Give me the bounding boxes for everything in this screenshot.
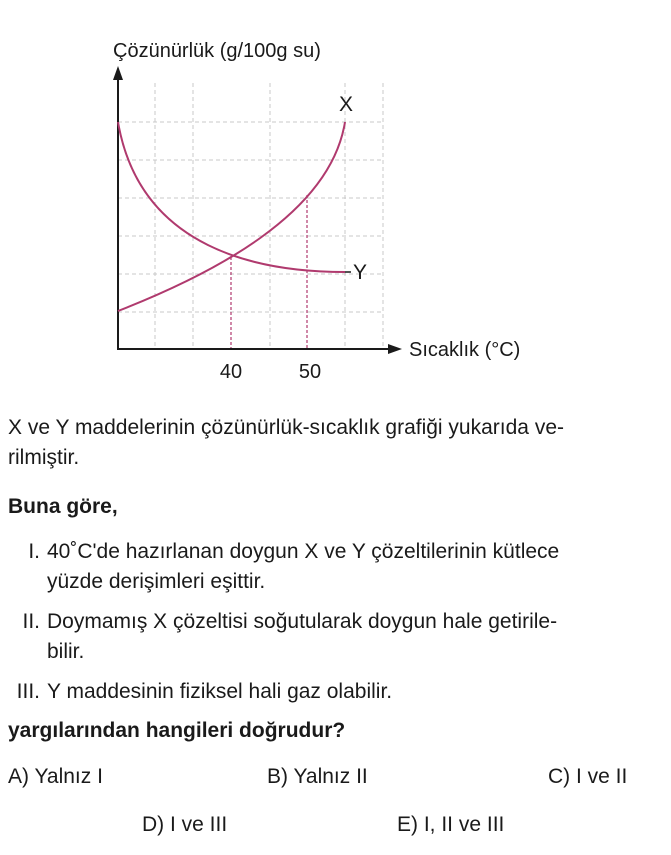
series-y-curve [118,122,345,272]
question-stem-line1: X ve Y maddelerinin çözünürlük-sıcaklık grafiği yukarıda ve- [8,416,564,439]
x-tick-40: 40 [219,361,243,383]
question-lead: Buna göre, [8,495,118,518]
series-x-label: X [338,93,354,116]
question-ask: yargılarından hangileri doğrudur? [8,719,346,742]
option-c[interactable]: C) I ve II [548,765,628,788]
question-stem [8,413,658,473]
option-b[interactable]: B) Yalnız II [267,765,368,788]
statement-3 [47,677,657,707]
option-e[interactable]: E) I, II ve III [397,813,505,836]
y-axis-arrow [113,66,123,80]
statement-1 [47,537,657,597]
solubility-temperature-chart [0,0,671,400]
option-a[interactable]: A) Yalnız I [8,765,103,788]
option-d[interactable]: D) I ve III [142,813,228,836]
question-stem-line2: rilmiştir. [8,446,80,469]
chart-grid [118,83,383,348]
statement-2-line1: Doymamış X çözeltisi soğutularak doygun hale getirile- [47,610,558,633]
x-axis-label: Sıcaklık (°C) [409,339,521,361]
statement-3-line1: Y maddesinin fiziksel hali gaz olabilir. [47,680,393,703]
statement-3-number: III. [16,680,40,703]
x-axis-arrow [388,344,402,354]
x-tick-50: 50 [298,361,322,383]
y-axis-label: Çözünürlük (g/100g su) [113,40,321,62]
statement-2-line2: bilir. [47,640,85,663]
statement-2-number: II. [22,610,40,633]
statement-1-number: I. [28,540,40,563]
statement-2 [47,607,657,667]
statement-1-line2: yüzde derişimleri eşittir. [47,570,266,593]
series-y-label: Y [353,261,368,284]
statement-1-line1: 40˚C'de hazırlanan doygun X ve Y çözeltilerinin kütlece [47,540,560,563]
